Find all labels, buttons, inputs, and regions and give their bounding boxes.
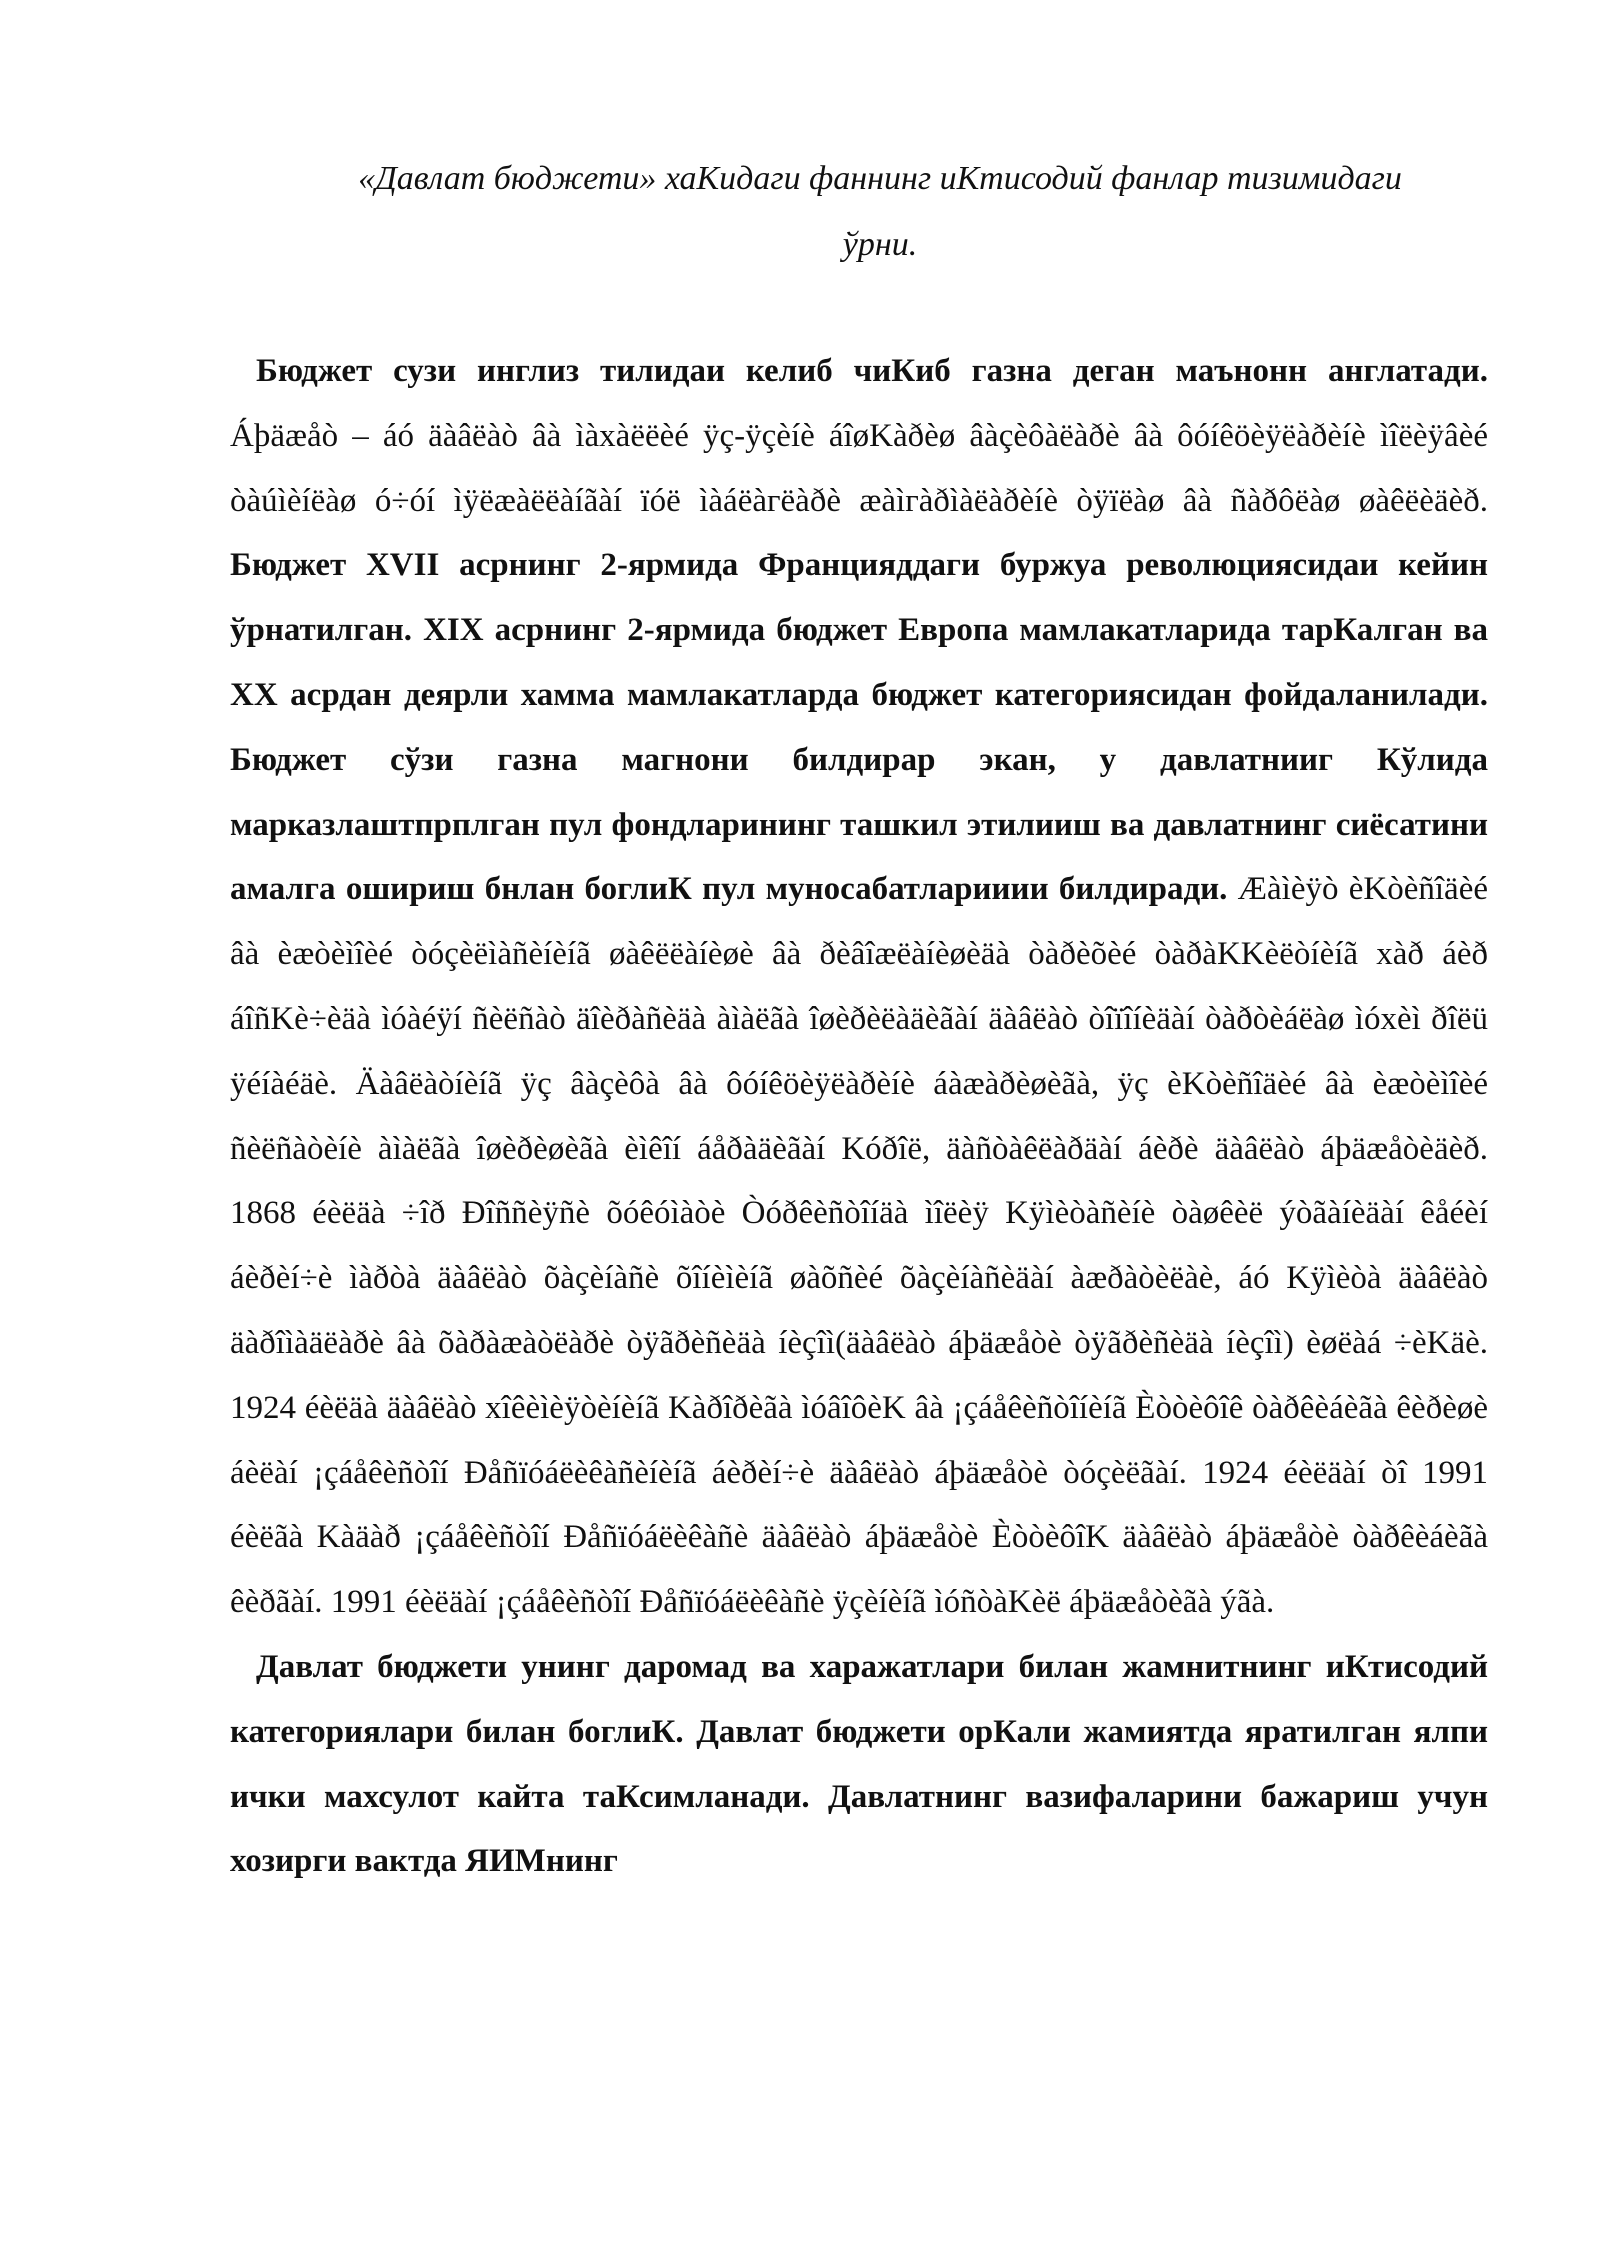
paragraph-1 — [230, 339, 1488, 1635]
document-heading — [230, 146, 1530, 278]
paragraph-1-bold-intro: Бюджет сузи инглиз тилидаи келиб чиКиб газна деган маънонн англатади. — [256, 353, 1488, 389]
heading-line-1: «Давлат бюджети» хаКидаги фаннинг иКтисодий фанлар тизимидаги — [358, 160, 1402, 197]
paragraph-1-encoded-text-b: Æàìèÿò èKòèñîäèé âà èæòèìîèé òóçèëìàñèíèíã øàêëëàíèøè âà ðèâîæëàíèøèäà òàðèõèé òàðàKKèëòíèíã xàð áèð áîñKè÷èäà ìóàéÿí ñèëñàò äîèðàñèäà àìàëãà îøèðèëàäèãàí äàâëàò òîïîíèäàí òàðòèáëàø ìóxèì ðîëü ÿéíàéäè. Äàâëàòíèíã ÿç âàçèôà âà ôóíêöèÿëàðèíè áàæàðèøèãà, ÿç èKòèñîäèé âà èæòèìîèé ñèëñàòèíè àìàëãà îøèðèøèãà èìêîí áåðàäèãàí Kóðîë, äàñòàêëàðäàí áèðè äàâëàò áþäæåòèäèð. 1868 éèëäà ÷îð Ðîññèÿñè õóêóìàòè Òóðêèñòîíäà ìîëèÿ Kÿìèòàñèíè òàøêèë ýòãàíèäàí êåéèí áèðèí÷è ìàðòà äàâëàò õàçèíàñè õîíèìèíã øàõñèé õàçèíàñèäàí àæðàòèëàè, áó Kÿìèòà äàâëàò äàðîìàäëàðè âà õàðàæàòëàðè òÿãðèñèäà íèçîì(äàâëàò áþäæåòè òÿãðèñèäà íèçîì) èøëàá ÷èKäè. 1924 éèëäà äàâëàò xîêèìèÿòèíèíã Kàðîðèãà ìóâîôèK âà ¡çáåêèñòîíèíã Èòòèôîê òàðêèáèãà êèðèøè áèëàí ¡çáåêèñòîí Ðåñïóáëèêàñèíèíã áèðèí÷è äàâëàò áþäæåòè òóçèëãàí. 1924 éèëäàí òî 1991 éèëãà Kàäàð ¡çáåêèñòîí Ðåñïóáëèêàñè äàâëàò áþäæåòè ÈòòèôîK äàâëàò áþäæåòè òàðêèáèãà êèðãàí. 1991 éèëäàí ¡çáåêèñòîí Ðåñïóáëèêàñè ÿçèíèíã ìóñòàKèë áþäæåòèãà ýãà. — [230, 871, 1488, 1621]
paragraph-1-encoded-text-a: Áþäæåò – áó äàâëàò âà ìàxàëëèé ÿç-ÿçèíè áîøKàðèø âàçèôàëàðè âà ôóíêöèÿëàðèíè ìîëèÿâèé òàúìèíëàø ó÷óí ìÿëæàëëàíãàí ïóë ìàáëàгëàðè æàìгàðìàëàðèíè òÿïëàø âà ñàðôëàø øàêëèäèð. — [230, 417, 1488, 519]
document-body — [230, 339, 1488, 1894]
paragraph-2: Давлат бюджети унинг даромад ва харажатлари билан жамнитнинг иКтисодий категориялари билан боглиК. Давлат бюджети орКали жамиятда яратилган ялпи ички махсулот кайта таКсимланади. Давлатнинг вазифаларини бажариш учун хозирги вактда ЯИМнинг — [230, 1648, 1488, 1880]
paragraph-1-bold-history: Бюджет XVII асрнинг 2-ярмида Францияддаги буржуа революциясидаи кейин ўрнатилган. XIX асрнинг 2-ярмида бюджет Европа мамлакатларида тарКалган ва XX асрдан деярли хамма мамлакатларда бюджет категориясидан фойдаланилади. Бюджет сўзи газна магнони билдирар экан, у давлатнииг Кўлида марказлаштпрплган пул фондларининг ташкил этилииш ва давлатнинг сиёсатини амалга ошириш бнлан боглиК пул муносабатларииии билдиради. — [230, 547, 1488, 908]
heading-line-2: ўрни. — [842, 226, 918, 263]
